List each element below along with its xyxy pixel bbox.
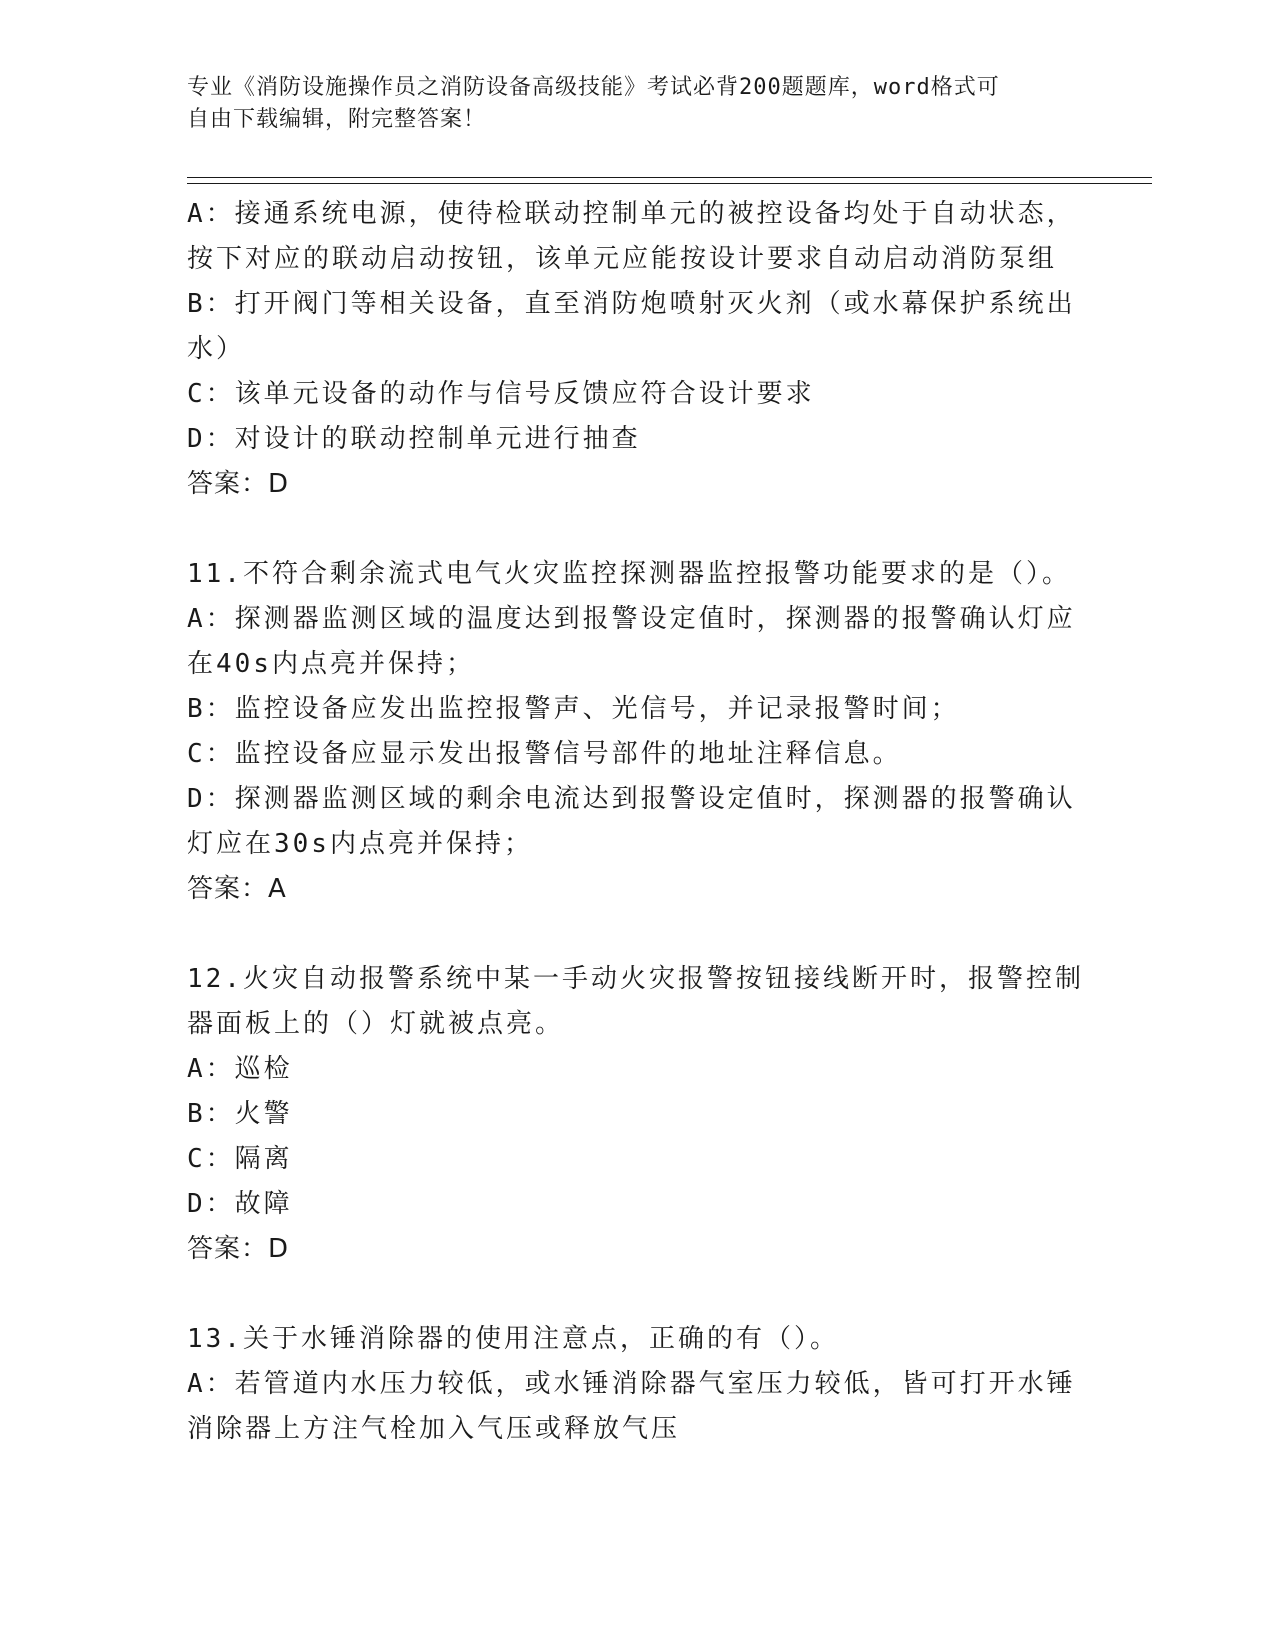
option-a-line-2: 在40s内点亮并保持； bbox=[187, 649, 475, 679]
option-b: B：火警 bbox=[187, 1099, 293, 1129]
option-d: D：对设计的联动控制单元进行抽查 bbox=[187, 424, 641, 454]
question-11-block bbox=[187, 552, 1077, 912]
option-c: C：监控设备应显示发出报警信号部件的地址注释信息。 bbox=[187, 739, 902, 769]
option-b: B：监控设备应发出监控报警声、光信号，并记录报警时间； bbox=[187, 694, 960, 724]
option-a-line-1: A：探测器监测区域的温度达到报警设定值时，探测器的报警确认灯应 bbox=[187, 604, 1076, 634]
header-divider-top bbox=[187, 177, 1152, 178]
question-stem-line-2: 器面板上的（）灯就被点亮。 bbox=[187, 1009, 565, 1039]
option-b-line-1: B：打开阀门等相关设备，直至消防炮喷射灭火剂（或水幕保护系统出 bbox=[187, 289, 1076, 319]
option-d: D：故障 bbox=[187, 1189, 293, 1219]
option-a-line-2: 消除器上方注气栓加入气压或释放气压 bbox=[187, 1414, 681, 1444]
header-title-line-1: 专业《消防设施操作员之消防设备高级技能》考试必背200题题库，word格式可 bbox=[187, 75, 1000, 100]
question-12-block bbox=[187, 957, 1084, 1272]
header-title-line-2: 自由下载编辑，附完整答案！ bbox=[187, 107, 487, 132]
document-body bbox=[187, 192, 1084, 1452]
header-divider-bottom bbox=[187, 183, 1152, 184]
question-stem: 11.不符合剩余流式电气火灾监控探测器监控报警功能要求的是（）。 bbox=[187, 559, 1071, 589]
option-a-line-1: A：若管道内水压力较低，或水锤消除器气室压力较低，皆可打开水锤 bbox=[187, 1369, 1076, 1399]
option-a-line-2: 按下对应的联动启动按钮，该单元应能按设计要求自动启动消防泵组 bbox=[187, 244, 1058, 274]
answer-line: 答案：D bbox=[187, 469, 290, 499]
option-b-line-2: 水） bbox=[187, 334, 246, 364]
question-13-block bbox=[187, 1317, 1077, 1452]
spacer bbox=[187, 912, 1077, 957]
spacer bbox=[187, 507, 1077, 552]
option-a: A：巡检 bbox=[187, 1054, 293, 1084]
document-header bbox=[187, 72, 1067, 136]
answer-line: 答案：A bbox=[187, 874, 287, 904]
option-a-line-1: A：接通系统电源，使待检联动控制单元的被控设备均处于自动状态， bbox=[187, 199, 1076, 229]
option-c: C：该单元设备的动作与信号反馈应符合设计要求 bbox=[187, 379, 815, 409]
question-stem: 13.关于水锤消除器的使用注意点，正确的有（）。 bbox=[187, 1324, 839, 1354]
question-stem-line-1: 12.火灾自动报警系统中某一手动火灾报警按钮接线断开时，报警控制 bbox=[187, 964, 1084, 994]
option-c: C：隔离 bbox=[187, 1144, 293, 1174]
spacer bbox=[187, 1272, 1077, 1317]
answer-line: 答案：D bbox=[187, 1234, 290, 1264]
option-d-line-2: 灯应在30s内点亮并保持； bbox=[187, 829, 533, 859]
question-10-block bbox=[187, 192, 1077, 507]
option-d-line-1: D：探测器监测区域的剩余电流达到报警设定值时，探测器的报警确认 bbox=[187, 784, 1076, 814]
